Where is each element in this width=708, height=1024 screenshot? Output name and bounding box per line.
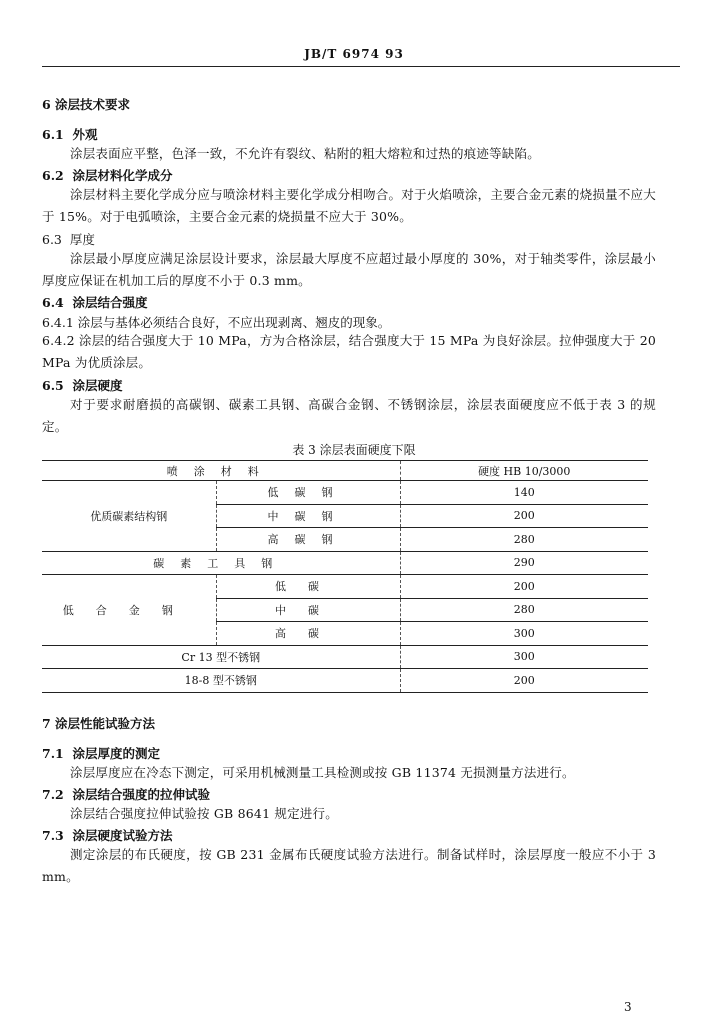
material-name: 高碳 <box>216 622 400 646</box>
material-name: 碳素工具钢 <box>42 551 400 575</box>
heading-6-2: 6.2 涂层材料化学成分 <box>42 168 173 183</box>
table-row <box>42 551 648 575</box>
header-hardness: 硬度 HB 10/3000 <box>400 461 648 481</box>
paragraph-6-4-2: 6.4.2 涂层的结合强度大于 10 MPa，方为合格涂层，结合强度大于 15 MPa 为良好涂层。拉伸强度大于 20 MPa 为优质涂层。 <box>42 333 656 370</box>
material-name: 中碳钢 <box>216 504 400 528</box>
material-name: 低碳钢 <box>216 481 400 505</box>
hardness-value: 290 <box>400 551 648 575</box>
paragraph-6-2: 涂层材料主要化学成分应与喷涂材料主要化学成分相吻合。对于火焰喷涂，主要合金元素的烧损量不应大于 15%。对于电弧喷涂，主要合金元素的烧损量不应大于 30%。 <box>42 187 656 224</box>
paragraph-6-5: 对于要求耐磨损的高碳钢、碳素工具钢、高碳合金钢、不锈钢涂层，涂层表面硬度应不低于表 3 的规定。 <box>42 397 656 434</box>
hardness-value: 200 <box>400 575 648 599</box>
table-row <box>42 481 648 505</box>
paragraph-7-3: 测定涂层的布氏硬度，按 GB 231 金属布氏硬度试验方法进行。制备试样时，涂层厚度一般应不小于 3 mm。 <box>42 847 656 884</box>
hardness-value: 300 <box>400 622 648 646</box>
hardness-value: 300 <box>400 645 648 669</box>
paragraph-6-3: 涂层最小厚度应满足涂层设计要求，涂层最大厚度不应超过最小厚度的 30%，对于轴类零件，涂层最小厚度应保证在机加工后的厚度不小于 0.3 mm。 <box>42 251 656 288</box>
table-row <box>42 669 648 693</box>
heading-6-4: 6.4 涂层结合强度 <box>42 295 148 310</box>
heading-7-3: 7.3 涂层硬度试验方法 <box>42 828 173 843</box>
hardness-table <box>42 460 648 693</box>
hardness-value: 200 <box>400 504 648 528</box>
paragraph-7-1: 涂层厚度应在冷态下测定，可采用机械测量工具检测或按 GB 11374 无损测量方法进行。 <box>70 765 575 780</box>
section-7-title: 7 涂层性能试验方法 <box>42 716 156 731</box>
material-name: 中碳 <box>216 598 400 622</box>
table-row <box>42 575 648 599</box>
hardness-value: 280 <box>400 528 648 552</box>
page-number: 3 <box>624 1000 632 1014</box>
header-material: 喷涂材料 <box>42 461 400 481</box>
material-name: 低碳 <box>216 575 400 599</box>
heading-7-1: 7.1 涂层厚度的测定 <box>42 746 160 761</box>
paragraph-6-4-1: 6.4.1 涂层与基体必须结合良好，不应出现剥离、翘皮的现象。 <box>42 315 391 330</box>
section-6-title: 6 涂层技术要求 <box>42 97 131 112</box>
heading-6-5: 6.5 涂层硬度 <box>42 378 123 393</box>
header-rule <box>42 66 680 67</box>
material-name: Cr 13 型不锈钢 <box>42 645 400 669</box>
heading-6-1: 6.1 外观 <box>42 127 98 142</box>
material-name: 18-8 型不锈钢 <box>42 669 400 693</box>
table-row <box>42 645 648 669</box>
paragraph-6-1: 涂层表面应平整，色泽一致，不允许有裂纹、粘附的粗大熔粒和过热的痕迹等缺陷。 <box>70 146 540 161</box>
hardness-value: 280 <box>400 598 648 622</box>
heading-7-2: 7.2 涂层结合强度的拉伸试验 <box>42 787 210 802</box>
heading-6-3: 6.3 厚度 <box>42 232 95 247</box>
standard-code-header: JB/T 6974 93 <box>304 47 404 61</box>
material-name: 高碳钢 <box>216 528 400 552</box>
hardness-value: 140 <box>400 481 648 505</box>
paragraph-7-2: 涂层结合强度拉伸试验按 GB 8641 规定进行。 <box>70 806 338 821</box>
table-3-caption: 表 3 涂层表面硬度下限 <box>292 443 416 457</box>
group-low-alloy-steel: 低合金钢 <box>42 575 216 646</box>
group-carbon-structural-steel: 优质碳素结构钢 <box>42 481 216 552</box>
hardness-value: 200 <box>400 669 648 693</box>
table-header-row <box>42 461 648 481</box>
